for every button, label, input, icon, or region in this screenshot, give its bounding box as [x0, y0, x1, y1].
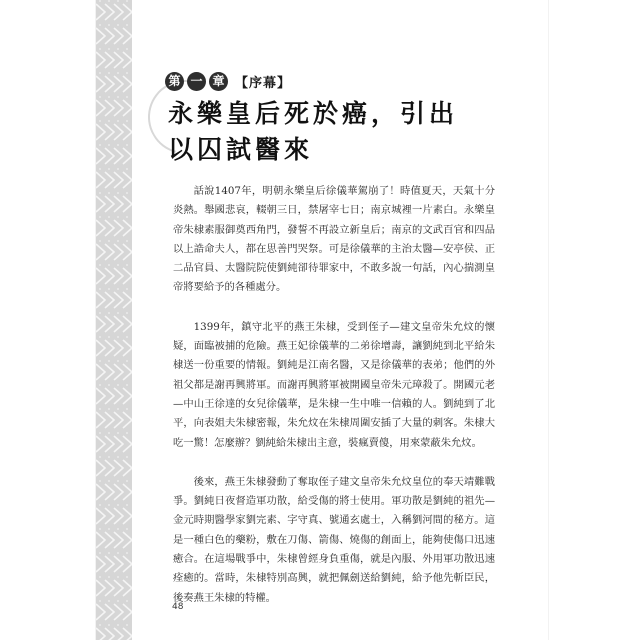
- chapter-title-line-1: 永樂皇后死於癌，引出: [168, 99, 459, 128]
- paragraph-3: 後來，燕王朱棣發動了奪取侄子建文皇帝朱允炆皇位的奉天靖難戰爭。劉純日夜督造軍功散，給受傷的將士使用。軍功散是劉純的祖先—金元時期醫學家劉完素、字守真、號通玄處士，入稱劉河間的秘方。這是一種白色的藥粉，敷在刀傷、箭傷、燒傷的創面上，能夠使傷口迅速癒合。在這場戰爭中，朱棣曾經身負重傷，就是內服、外用軍功散迅速痊癒的。當時，朱棣特別高興，就把佩劍送給劉純，給予他先斬臣民，後奏燕王朱棣的特權。: [173, 475, 495, 604]
- chevron-pattern-icon: [96, 0, 132, 640]
- paragraph-2: 1399年，鎮守北平的燕王朱棣，受到侄子—建文皇帝朱允炆的懷疑，面臨被捕的危險。燕王妃徐儀華的二弟徐增壽，讓劉純到北平給朱棣送一份重要的情報。劉純是江南名醫，又是徐儀華的表弟；他們的外祖父都是謝再興將軍。而謝再興將軍被開國皇帝朱元璋殺了。開國元老—中山王徐達的女兒徐儀華，是朱棣一生中唯一信賴的人。劉純到了北平，向表姐夫朱棣密報，朱允炆在朱棣周圍安插了大量的刺客。朱棣大吃一驚！怎麼辦？劉純給朱棣出主意，裝瘋賣傻，用來蒙蔽朱允炆。: [173, 320, 495, 449]
- body-text: [173, 182, 495, 628]
- chapter-char-3: 章: [209, 72, 228, 91]
- chapter-char-1: 第: [165, 72, 184, 91]
- paragraph-1: 話說1407年，明朝永樂皇后徐儀華駕崩了！時值夏天，天氣十分炎熱。舉國悲哀，輟朝三日，禁屠宰七日；南京城裡一片素白。永樂皇帝朱棣素服御奠西角門，發誓不再設立新皇后；南京的文武百官和四品以上誥命夫人，都在思善門哭祭。可是徐儀華的主治太醫—安亭侯、正二品官員、太醫院院使劉純卻待罪家中，不敢多說一句話，內心揣測皇帝將要給予的各種處分。: [173, 185, 495, 294]
- page-number: 48: [172, 602, 184, 612]
- decorative-side-band: [96, 0, 132, 640]
- section-tag: 【序幕】: [235, 75, 292, 91]
- chapter-title-line-2: 以囚試醫來: [168, 135, 314, 164]
- chapter-char-2: 一: [187, 72, 206, 91]
- chapter-badge: [165, 71, 291, 91]
